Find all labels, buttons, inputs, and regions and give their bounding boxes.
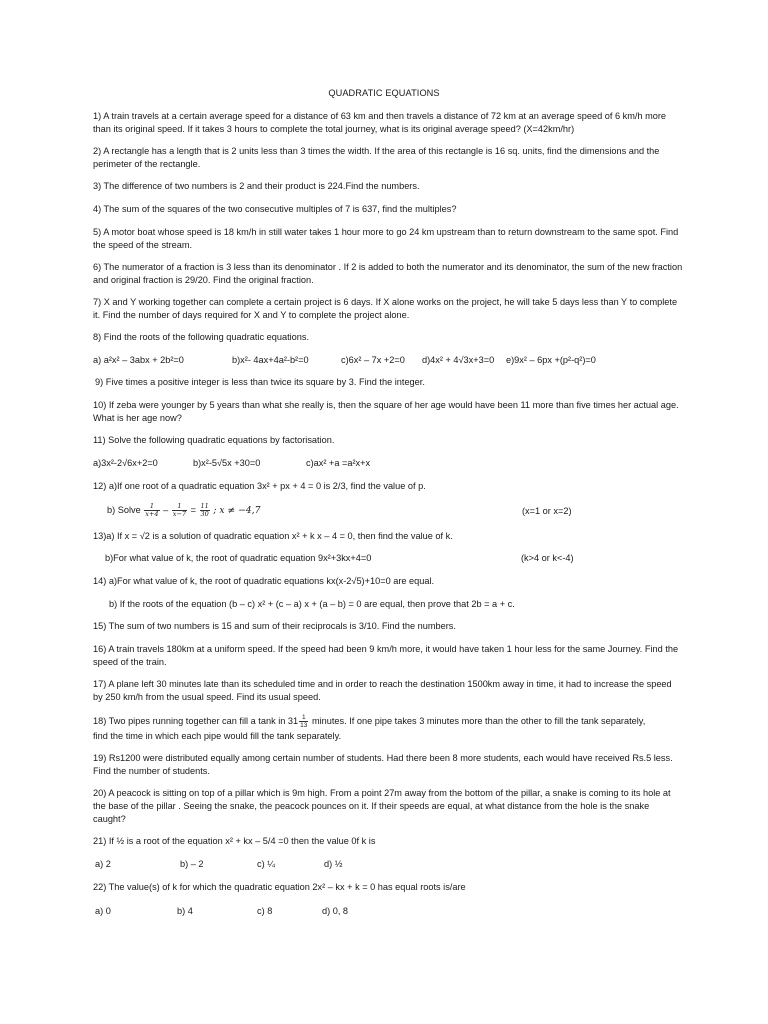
question-21: 21) If ½ is a root of the equation x² + kx – 5/4 =0 then the value 0f k is <box>93 836 376 846</box>
question-4: 4) The sum of the squares of the two consecutive multiples of 7 is 637, find the multiples? <box>93 204 457 214</box>
question-12b-answer: (x=1 or x=2) <box>522 506 572 516</box>
question-8-part-a: a) a²x² – 3abx + 2b²=0 <box>93 355 184 365</box>
question-22-option-b: b) 4 <box>177 906 193 916</box>
question-10: 10) If zeba were younger by 5 years than what she really is, then the square of her age would have been 11 more than five times her actual age. What is her age now? <box>93 400 679 423</box>
question-14a: 14) a)For what value of k, the root of quadratic equations kx(x-2√5)+10=0 are equal. <box>93 576 435 586</box>
page-title: QUADRATIC EQUATIONS <box>328 88 440 98</box>
question-12b-label: b) Solve <box>107 505 141 515</box>
question-11: 11) Solve the following quadratic equations by factorisation. <box>93 435 335 445</box>
question-8-part-b: b)x²- 4ax+4a²-b²=0 <box>232 355 309 365</box>
question-2: 2) A rectangle has a length that is 2 units less than 3 times the width. If the area of this rectangle is 16 sq. units, find the dimensions and the perimeter of the rectangle. <box>93 146 660 169</box>
question-18-text-start: 18) Two pipes running together can fill a tank in 31 <box>93 716 299 726</box>
question-21-option-a: a) 2 <box>95 859 111 869</box>
fraction-2: $\frac{1}{x-7}$ <box>172 502 187 519</box>
question-5: 5) A motor boat whose speed is 18 km/h in still water takes 1 hour more to go 24 km upstream than to return downstream to the same spot. Find the speed of the stream. <box>93 227 679 250</box>
question-22: 22) The value(s) of k for which the quadratic equation 2x² – kx + k = 0 has equal roots is/are <box>93 882 466 892</box>
question-20: 20) A peacock is sitting on top of a pillar which is 9m high. From a point 27m away from the bottom of the pillar, a snake is coming to its hole at the base of the pillar . Seeing the snake, the peacock pounces on it. If their speeds are equal, at what distance from the hole is the snake caught? <box>93 788 671 824</box>
question-11-part-c: c)ax² +a =a²x+x <box>306 458 371 468</box>
question-1: 1) A train travels at a certain average speed for a distance of 63 km and then travels a distance of 72 km at an average speed of 6 km/h more than its original speed. If it takes 3 hours to complete the total journey, what is its original average speed? (X=42km/hr) <box>93 111 667 134</box>
question-8-part-e: e)9x² – 6px +(p²-q²)=0 <box>506 355 596 365</box>
question-12b <box>107 502 260 519</box>
equals-sign: = <box>190 505 196 515</box>
question-13b-answer: (k>4 or k<-4) <box>521 553 574 563</box>
question-19: 19) Rs1200 were distributed equally among certain number of students. Had there been 8 more students, each would have received Rs.5 less. Find the number of students. <box>93 753 673 776</box>
question-13b: b)For what value of k, the root of quadratic equation 9x²+3kx+4=0 <box>105 553 372 563</box>
question-8-part-c: c)6x² – 7x +2=0 <box>341 355 405 365</box>
minus-sign: – <box>163 505 169 515</box>
question-11-part-b: b)x²-5√5x +30=0 <box>193 458 261 468</box>
question-8: 8) Find the roots of the following quadratic equations. <box>93 332 310 342</box>
question-21-option-d: d) ½ <box>324 859 343 869</box>
question-7: 7) X and Y working together can complete a certain project is 6 days. If X alone works on the project, he will take 5 days less than Y to complete it. Find the number of days required for X and Y to complete the project alone. <box>93 297 678 320</box>
question-13a: 13)a) If x = √2 is a solution of quadratic equation x² + k x – 4 = 0, then find the value of k. <box>93 531 453 541</box>
question-6: 6) The numerator of a fraction is 3 less than its denominator . If 2 is added to both the numerator and its denominator, the sum of the new fraction and original fraction is 29/20. Find the original fraction. <box>93 262 683 285</box>
question-11-part-a: a)3x²-2√6x+2=0 <box>93 458 158 468</box>
question-21-option-b: b) – 2 <box>180 859 204 869</box>
question-22-option-c: c) 8 <box>257 906 273 916</box>
question-9: 9) Five times a positive integer is less than twice its square by 3. Find the integer. <box>95 377 425 387</box>
mixed-fraction: $\frac{1}{13}$ <box>300 714 308 730</box>
question-22-option-d: d) 0, 8 <box>322 906 349 916</box>
question-16: 16) A train travels 180km at a uniform speed. If the speed had been 9 km/h more, it would have taken 1 hour less for the same Journey. Find the speed of the train. <box>93 644 679 667</box>
question-22-option-a: a) 0 <box>95 906 111 916</box>
fraction-3: $\frac{11}{30}$ <box>200 502 209 519</box>
question-17: 17) A plane left 30 minutes late than its scheduled time and in order to reach the destination 1500km away in time, it had to increase the speed by 250 km/h from the usual speed. Find its usual speed. <box>93 679 672 702</box>
question-12a: 12) a)If one root of a quadratic equation 3x² + px + 4 = 0 is 2/3, find the value of p. <box>93 481 426 491</box>
question-12b-condition: ; x ≠ −4,7 <box>213 505 261 516</box>
question-21-option-c: c) ¼ <box>257 859 275 869</box>
question-3: 3) The difference of two numbers is 2 and their product is 224.Find the numbers. <box>93 181 420 191</box>
question-14b: b) If the roots of the equation (b – c) x² + (c – a) x + (a – b) = 0 are equal, then prove that 2b = a + c. <box>109 599 515 609</box>
question-18-text-end: minutes. If one pipe takes 3 minutes more than the other to fill the tank separately, <box>309 716 646 726</box>
fraction-1: $\frac{1}{x+4}$ <box>145 502 159 519</box>
question-18 <box>93 713 645 729</box>
question-15: 15) The sum of two numbers is 15 and sum of their reciprocals is 3/10. Find the numbers. <box>93 621 456 631</box>
question-18-line-2: find the time in which each pipe would fill the tank separately. <box>93 731 342 741</box>
question-8-part-d: d)4x² + 4√3x+3=0 <box>422 355 495 365</box>
